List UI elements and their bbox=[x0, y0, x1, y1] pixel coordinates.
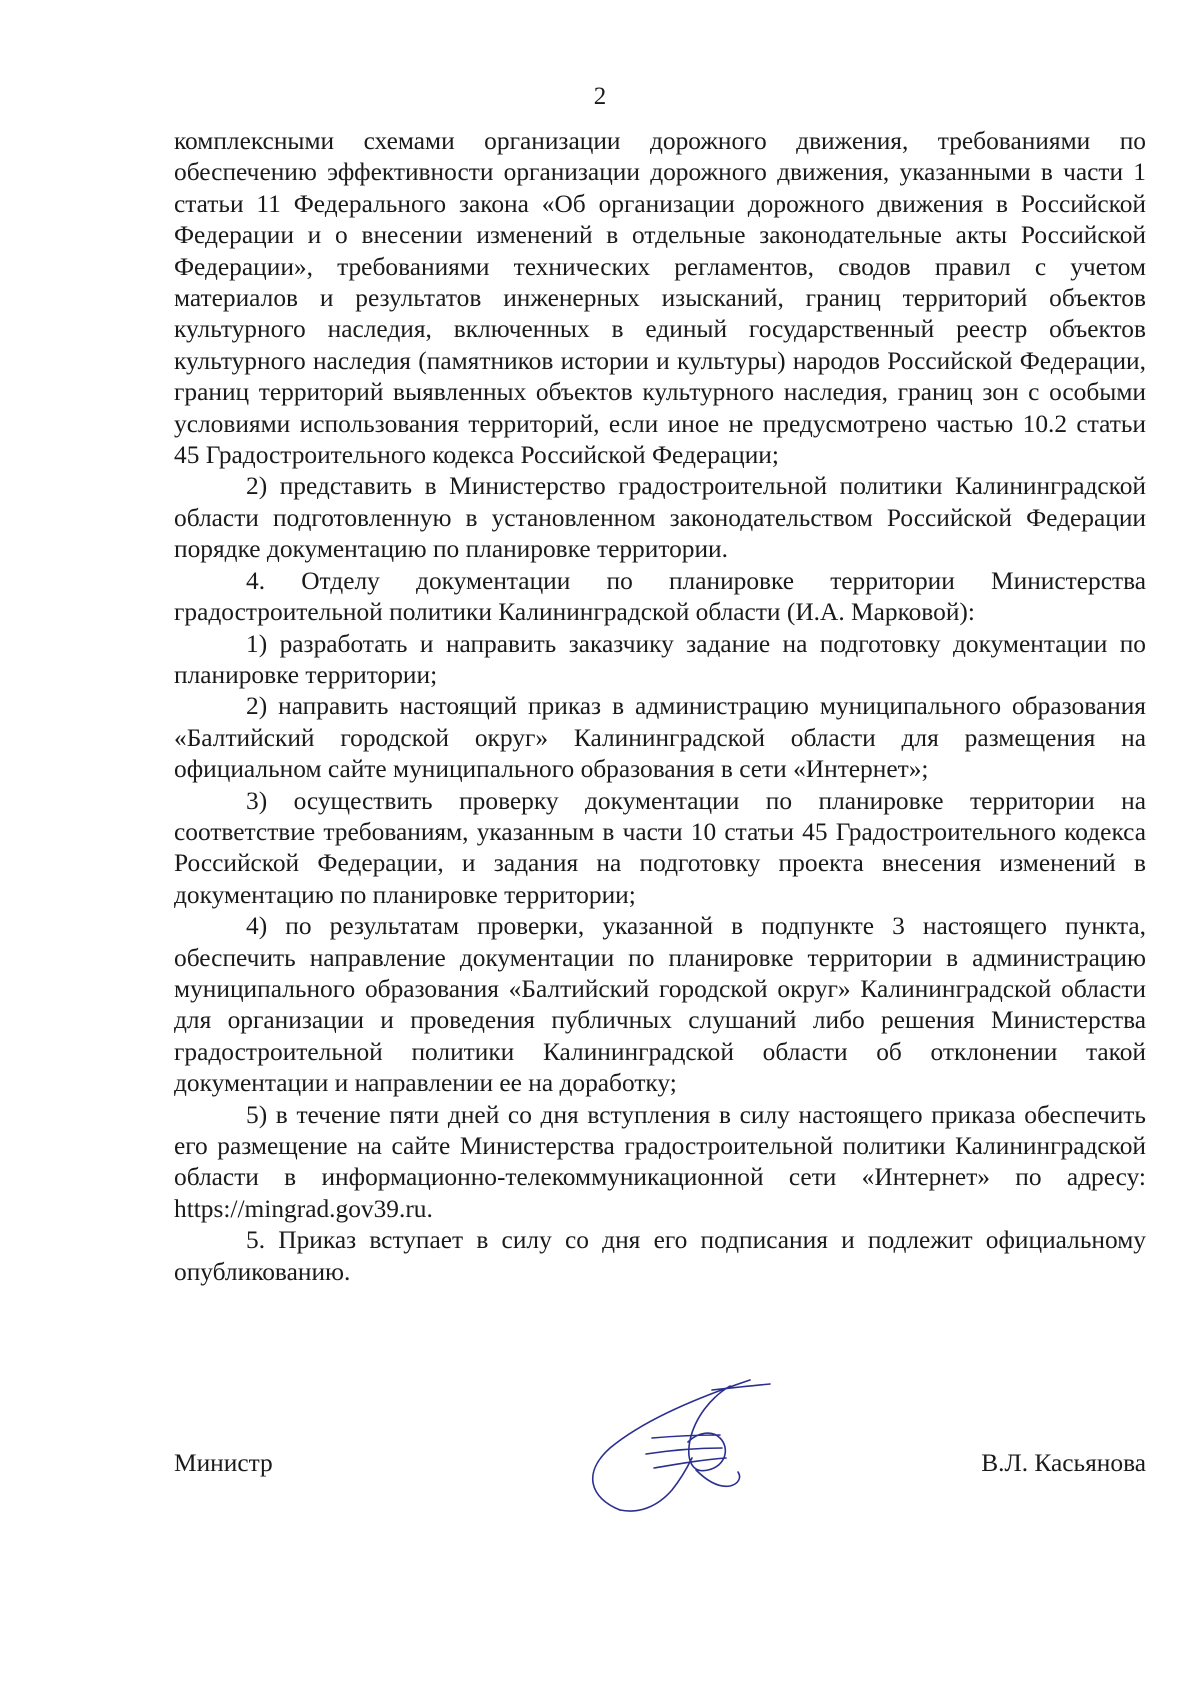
paragraph-continuation: комплексными схемами организации дорожного движения, требованиями по обеспечению эффективности организации дорожного движения, указанными в части 1 статьи 11 Федерального закона «Об организации дорожного движения в Российской Федерации и о внесении изменений в отдельные законодательные акты Российской Федерации», требованиями технических регламентов, сводов правил с учетом материалов и результатов инженерных изысканий, границ территорий объектов культурного наследия, включенных в единый государственный реестр объектов культурного наследия (памятников истории и культуры) народов Российской Федерации, границ территорий выявленных объектов культурного наследия, границ зон с особыми условиями использования территорий, если иное не предусмотрено частью 10.2 статьи 45 Градостроительного кодекса Российской Федерации; bbox=[174, 127, 1146, 470]
signatory-title: Министр bbox=[174, 1449, 273, 1477]
paragraph-item-4-3: 3) осуществить проверку документации по планировке территории на соответствие требованиям, указанным в части 10 статьи 45 Градостроительного кодекса Российской Федерации, и задания на подготовку проекта внесения изменений в документацию по планировке территории; bbox=[174, 786, 1146, 909]
signatory-name: В.Л. Касьянова bbox=[981, 1449, 1146, 1477]
paragraph-item-4-1: 1) разработать и направить заказчику задание на подготовку документации по планировке территории; bbox=[174, 629, 1146, 689]
document-body bbox=[174, 126, 1146, 1288]
paragraph-item-4-5: 5) в течение пяти дней со дня вступления в силу настоящего приказа обеспечить его размещение на сайте Министерства градостроительной политики Калининградской области в информационно-телекоммуникационной сети «Интернет» по адресу: https://mingrad.gov39.ru. bbox=[174, 1100, 1146, 1223]
signature-block bbox=[174, 1440, 1146, 1480]
paragraph-point-5: 5. Приказ вступает в силу со дня его подписания и подлежит официальному опубликованию. bbox=[174, 1226, 1146, 1286]
paragraph-point-4: 4. Отделу документации по планировке территории Министерства градостроительной политики Калининградской области (И.А. Марковой): bbox=[174, 566, 1146, 627]
page-number: 2 bbox=[593, 83, 607, 110]
paragraph-item-3-2: 2) представить в Министерство градостроительной политики Калининградской области подготовленную в установленном законодательством Российской Федерации порядке документацию по планировке территории. bbox=[174, 472, 1146, 564]
paragraph-item-4-2: 2) направить настоящий приказ в администрацию муниципального образования «Балтийский городской округ» Калининградской области для размещения на официальном сайте муниципального образования в сети «Интернет»; bbox=[174, 692, 1146, 784]
paragraph-item-4-4: 4) по результатам проверки, указанной в подпункте 3 настоящего пункта, обеспечить направление документации по планировке территории в администрацию муниципального образования «Балтийский городской округ» Калининградской области для организации и проведения публичных слушаний либо решения Министерства градостроительной политики Калининградской области об отклонении такой документации и направлении ее на доработку; bbox=[174, 912, 1146, 1098]
